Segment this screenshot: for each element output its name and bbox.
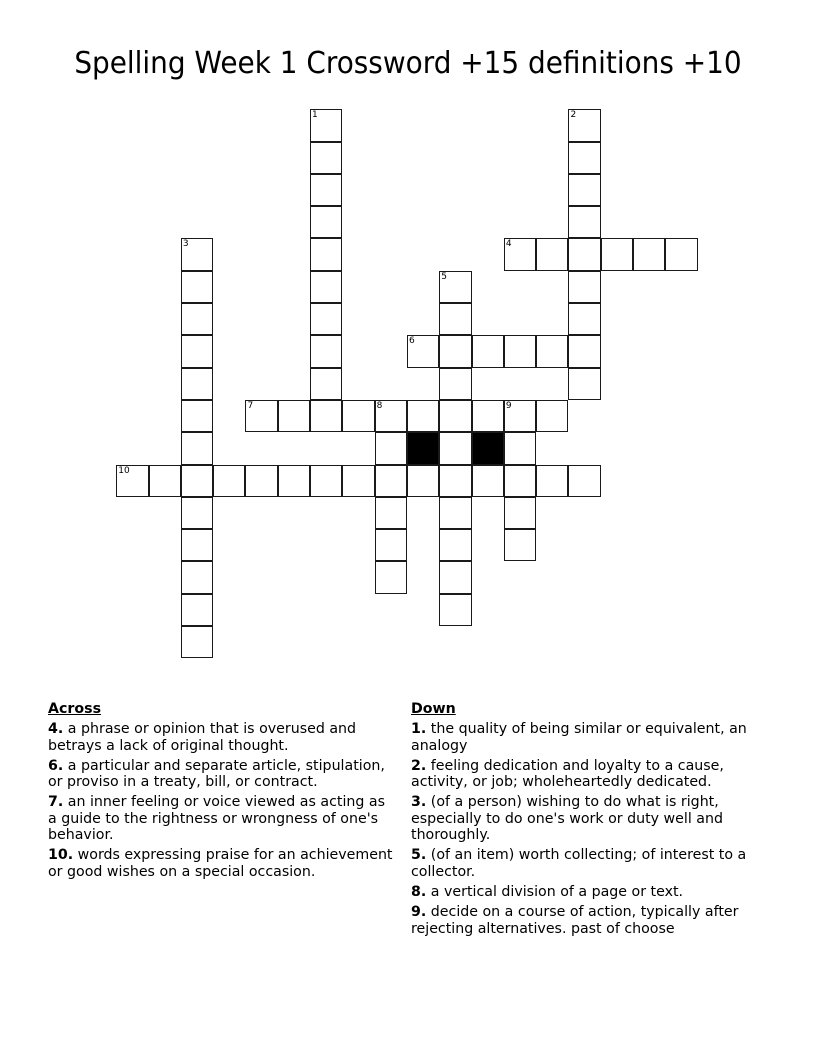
grid-cell[interactable] [439,400,471,432]
clue-number-label: 4 [505,239,512,250]
clue-across-4 [48,721,398,754]
grid-cell[interactable] [245,465,277,497]
grid-cell[interactable] [568,335,600,367]
grid-cell[interactable] [472,400,504,432]
grid-cell[interactable] [407,335,439,367]
clue-text: the quality of being similar or equivalent, an analogy [411,721,747,754]
grid-cell[interactable] [375,432,407,464]
grid-cell[interactable] [181,271,213,303]
grid-cell[interactable] [439,561,471,593]
grid-cell[interactable] [310,400,342,432]
clue-text: (of a person) wishing to do what is right, especially to do one's work or duty well and thoroughly. [411,794,723,844]
grid-cell[interactable] [375,529,407,561]
grid-cell[interactable] [568,368,600,400]
grid-cell[interactable] [149,465,181,497]
grid-cell[interactable] [568,174,600,206]
grid-cell[interactable] [439,529,471,561]
grid-cell[interactable] [472,465,504,497]
grid-cell[interactable] [310,142,342,174]
grid-cell[interactable] [245,400,277,432]
clue-down-8 [411,884,761,900]
clue-across-7 [48,794,398,843]
grid-cell[interactable] [439,335,471,367]
clue-down-2 [411,758,761,791]
grid-cell[interactable] [181,529,213,561]
grid-cell[interactable] [439,432,471,464]
clue-number: 2. [411,757,427,774]
grid-cell[interactable] [310,238,342,270]
grid-cell[interactable] [181,497,213,529]
grid-cell[interactable] [181,594,213,626]
clue-text: feeling dedication and loyalty to a cause, activity, or job; wholeheartedly dedicated. [411,757,724,791]
grid-cell[interactable] [568,206,600,238]
grid-cell[interactable] [310,335,342,367]
grid-cell[interactable] [665,238,697,270]
grid-cell[interactable] [536,238,568,270]
clue-text: words expressing praise for an achievement or good wishes on a special occasion. [48,847,393,880]
grid-cell[interactable] [310,206,342,238]
clue-down-5 [411,847,761,880]
grid-cell[interactable] [375,465,407,497]
grid-cell[interactable] [504,497,536,529]
black-cell [407,432,439,464]
grid-cell[interactable] [536,465,568,497]
clue-number: 6. [48,757,64,774]
grid-cell[interactable] [439,594,471,626]
clue-text: a particular and separate article, stipulation, or proviso in a treaty, bill, or contract. [48,757,385,791]
grid-cell[interactable] [278,465,310,497]
grid-cell[interactable] [504,432,536,464]
clue-number: 7. [48,794,64,811]
grid-cell[interactable] [181,465,213,497]
grid-cell[interactable] [181,561,213,593]
black-cell [472,432,504,464]
grid-cell[interactable] [342,400,374,432]
grid-cell[interactable] [310,271,342,303]
clue-down-1 [411,721,761,754]
clue-number-label: 1 [312,110,318,121]
clue-number-label: 9 [505,400,512,411]
clue-text: (of an item) worth collecting; of interest to a collector. [411,847,747,880]
grid-cell[interactable] [181,432,213,464]
grid-cell[interactable] [407,400,439,432]
grid-cell[interactable] [375,561,407,593]
grid-cell[interactable] [310,174,342,206]
grid-cell[interactable] [181,400,213,432]
grid-cell[interactable] [181,368,213,400]
clue-number-label: 2 [570,110,577,121]
clue-text: an inner feeling or voice viewed as acting as a guide to the rightness or wrongness of one's behavior. [48,794,385,844]
across-heading: Across [48,701,102,717]
clue-across-6 [48,758,398,791]
grid-cell[interactable] [504,400,536,432]
grid-cell[interactable] [568,238,600,270]
grid-cell[interactable] [568,271,600,303]
grid-cell[interactable] [116,465,148,497]
clue-number: 3. [411,794,427,811]
clue-down-9 [411,904,761,937]
clue-number-label: 8 [376,400,383,411]
page-title: Spelling Week 1 Crossword +15 definitions +10 [74,46,742,81]
clue-number-label: 5 [441,271,447,282]
clue-number-label: 6 [408,336,415,347]
grid-cell[interactable] [278,400,310,432]
clue-number: 9. [411,904,427,921]
grid-cell[interactable] [568,465,600,497]
grid-cell[interactable] [213,465,245,497]
clue-number: 8. [411,883,427,900]
clue-down-3 [411,794,761,843]
grid-cell[interactable] [633,238,665,270]
grid-cell[interactable] [342,465,374,497]
down-heading: Down [411,701,456,717]
clue-across-10 [48,847,398,880]
grid-cell[interactable] [504,238,536,270]
grid-cell[interactable] [601,238,633,270]
down-clues [411,701,761,941]
across-clues [48,701,398,884]
grid-cell[interactable] [310,109,342,141]
grid-cell[interactable] [310,303,342,335]
clue-number-label: 7 [247,400,254,411]
clue-number-label: 3 [182,239,189,250]
grid-cell[interactable] [439,497,471,529]
grid-cell[interactable] [568,303,600,335]
grid-cell[interactable] [407,465,439,497]
clue-number: 4. [48,721,64,738]
grid-cell[interactable] [536,400,568,432]
clue-text: a phrase or opinion that is overused and betrays a lack of original thought. [48,721,357,754]
grid-cell[interactable] [504,529,536,561]
clue-number-label: 10 [118,465,130,476]
grid-cell[interactable] [568,109,600,141]
grid-cell[interactable] [181,238,213,270]
grid-cell[interactable] [439,303,471,335]
grid-cell[interactable] [504,335,536,367]
grid-cell[interactable] [439,368,471,400]
grid-cell[interactable] [472,335,504,367]
grid-cell[interactable] [568,142,600,174]
clue-text: a vertical division of a page or text. [430,883,684,900]
clue-number: 5. [411,847,427,864]
grid-cell[interactable] [181,335,213,367]
grid-cell[interactable] [310,368,342,400]
grid-cell[interactable] [375,497,407,529]
grid-cell[interactable] [439,465,471,497]
grid-cell[interactable] [504,465,536,497]
grid-cell[interactable] [181,303,213,335]
grid-cell[interactable] [439,271,471,303]
grid-cell[interactable] [181,626,213,658]
grid-cell[interactable] [310,465,342,497]
clue-number: 10. [48,847,74,864]
grid-cell[interactable] [375,400,407,432]
clue-number: 1. [411,721,427,738]
clue-text: decide on a course of action, typically after rejecting alternatives. past of choose [411,904,739,937]
grid-cell[interactable] [536,335,568,367]
